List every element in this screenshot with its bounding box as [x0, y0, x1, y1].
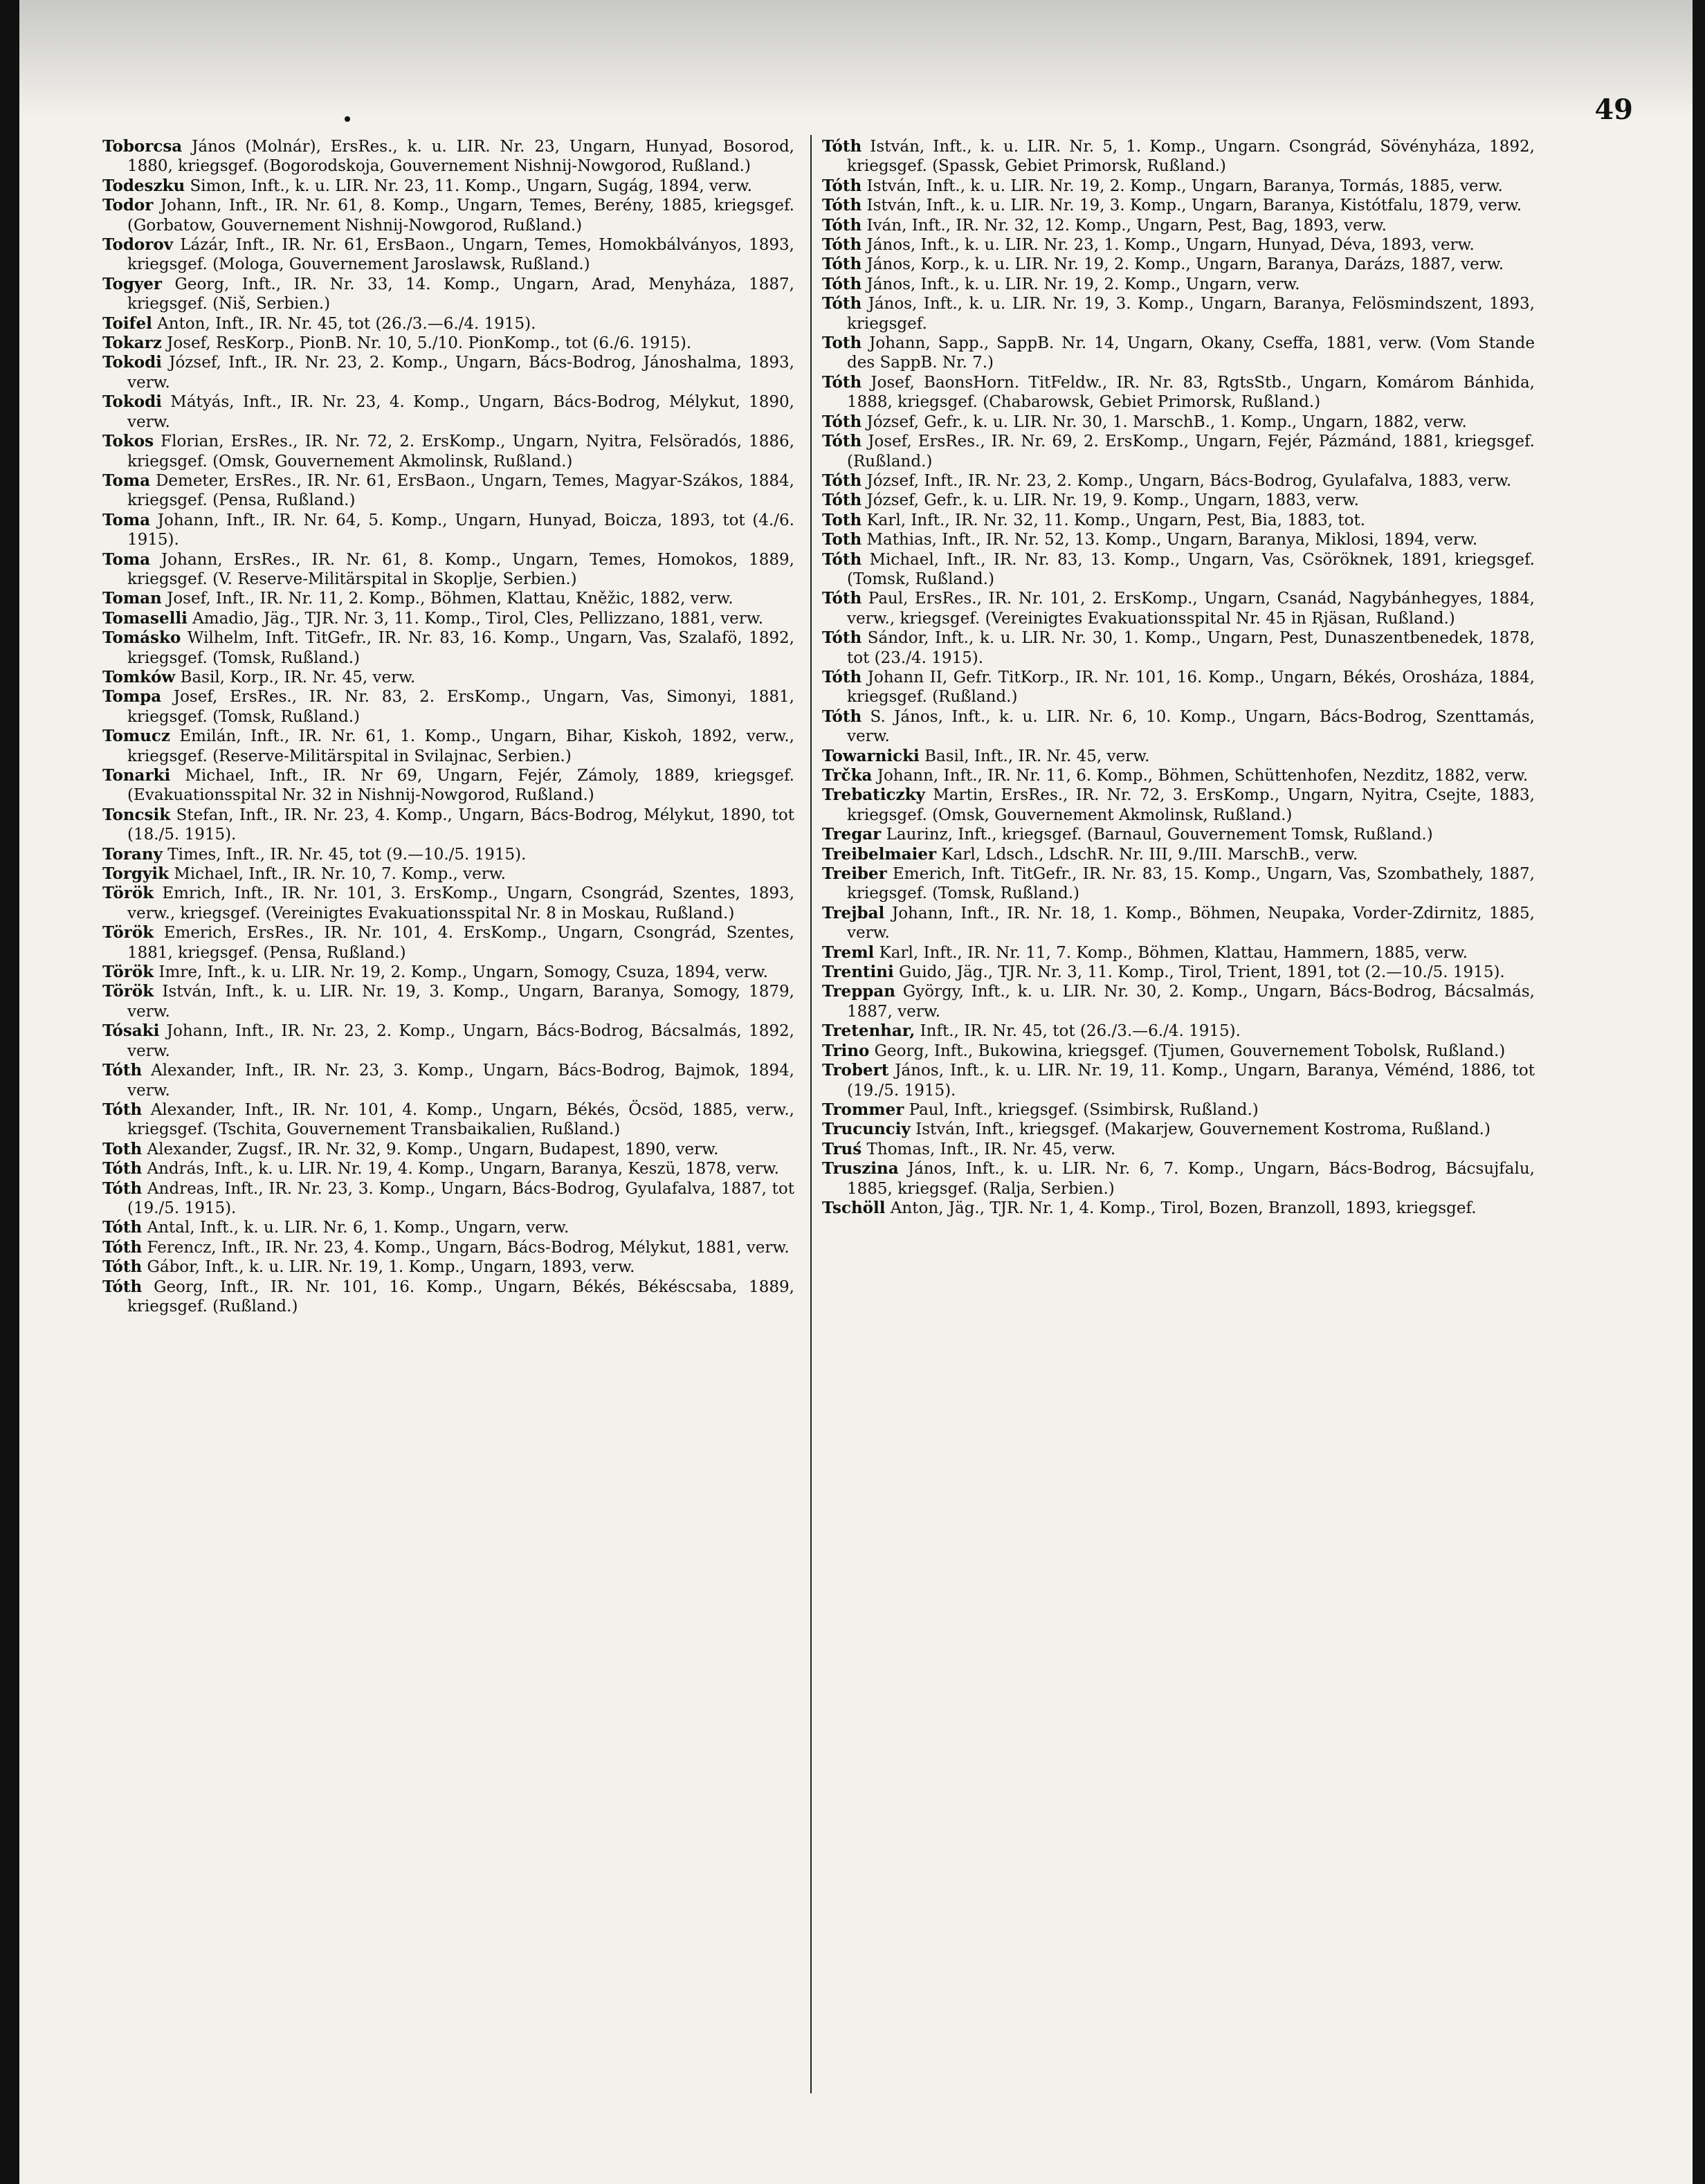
- register-entry: [822, 1061, 1535, 1100]
- register-entry: [102, 1218, 794, 1237]
- entry-details: Johann, ErsRes., IR. Nr. 61, 8. Komp., Ungarn, Temes, Homokos, 1889, kriegsgef. (V. Reserve-Militärspital in Skoplje, Serbien.): [127, 550, 794, 588]
- register-entry: [822, 668, 1535, 707]
- entry-details: S. János, Inft., k. u. LIR. Nr. 6, 10. Komp., Ungarn, Bács-Bodrog, Szenttamás, verw.: [847, 707, 1535, 746]
- entry-details: György, Inft., k. u. LIR. Nr. 30, 2. Komp., Ungarn, Bács-Bodrog, Bácsalmás, 1887, verw.: [847, 983, 1535, 1021]
- entry-details: János, Inft., k. u. LIR. Nr. 19, 3. Komp., Ungarn, Baranya, Felösmindszent, 1893, kriegsgef.: [847, 295, 1535, 333]
- entry-details: Michael, Inft., IR. Nr 69, Ungarn, Fejér, Zámoly, 1889, kriegsgef. (Evakuationsspital Nr. 32 in Nishnij-Nowgorod, Rußland.): [127, 767, 794, 805]
- entry-surname: Toth: [102, 1139, 143, 1158]
- entry-details: Times, Inft., IR. Nr. 45, tot (9.—10./5. 1915).: [162, 845, 527, 864]
- register-entry: [822, 982, 1535, 1021]
- entry-details: Guido, Jäg., TJR. Nr. 3, 11. Komp., Tirol, Trient, 1891, tot (2.—10./5. 1915).: [893, 963, 1505, 982]
- register-entry: [822, 628, 1535, 668]
- entry-details: Ferencz, Inft., IR. Nr. 23, 4. Komp., Ungarn, Bács-Bodrog, Mélykut, 1881, verw.: [142, 1238, 790, 1257]
- register-entry: [102, 1159, 794, 1179]
- entry-surname: Trebaticzky: [822, 785, 925, 805]
- entry-details: Thomas, Inft., IR. Nr. 45, verw.: [861, 1140, 1116, 1158]
- register-entry: [102, 550, 794, 590]
- register-entry: [822, 255, 1535, 274]
- register-entry: [102, 196, 794, 235]
- entry-surname: Todorov: [102, 235, 174, 255]
- entry-details: Mathias, Inft., IR. Nr. 52, 13. Komp., Ungarn, Baranya, Miklosi, 1894, verw.: [861, 531, 1478, 549]
- register-entry: [102, 275, 794, 314]
- register-entry: [822, 845, 1535, 864]
- register-entry: [822, 550, 1535, 590]
- entry-surname: Tóth: [102, 1218, 143, 1237]
- entry-surname: Tóth: [102, 1179, 143, 1198]
- register-entry: [102, 176, 794, 196]
- right-column: [822, 137, 1535, 1218]
- register-entry: [102, 235, 794, 275]
- ink-mark: [345, 116, 350, 122]
- entry-surname: Tretenhar,: [822, 1021, 915, 1041]
- register-entry: [822, 334, 1535, 373]
- entry-details: Mátyás, Inft., IR. Nr. 23, 4. Komp., Ungarn, Bács-Bodrog, Mélykut, 1890, verw.: [127, 393, 794, 431]
- entry-details: Iván, Inft., IR. Nr. 32, 12. Komp., Ungarn, Pest, Bag, 1893, verw.: [861, 216, 1387, 235]
- entry-surname: Tóth: [822, 471, 862, 490]
- entry-details: Stefan, Inft., IR. Nr. 23, 4. Komp., Ungarn, Bács-Bodrog, Mélykut, 1890, tot (18./5. 1915).: [127, 806, 794, 844]
- register-entry: [822, 864, 1535, 904]
- entry-details: Karl, Inft., IR. Nr. 32, 11. Komp., Ungarn, Pest, Bia, 1883, tot.: [861, 511, 1366, 529]
- entry-details: Karl, Ldsch., LdschR. Nr. III, 9./III. MarschB., verw.: [936, 845, 1358, 864]
- entry-surname: Tóth: [822, 274, 862, 293]
- entry-surname: Toth: [822, 510, 862, 529]
- entry-details: Johann, Inft., IR. Nr. 64, 5. Komp., Ungarn, Hunyad, Boicza, 1893, tot (4./6. 1915).: [127, 511, 794, 549]
- entry-surname: Tóth: [822, 196, 862, 215]
- register-entry: [822, 432, 1535, 471]
- register-entry: [102, 511, 794, 550]
- entry-details: Karl, Inft., IR. Nr. 11, 7. Komp., Böhmen, Klattau, Hammern, 1885, verw.: [874, 943, 1468, 962]
- column-divider: [810, 135, 812, 2093]
- register-entry: [822, 943, 1535, 963]
- entry-details: Paul, Inft., kriegsgef. (Ssimbirsk, Rußland.): [904, 1100, 1259, 1119]
- entry-surname: Toman: [102, 589, 162, 608]
- register-entry: [102, 628, 794, 668]
- entry-details: József, Inft., IR. Nr. 23, 2. Komp., Ungarn, Bács-Bodrog, Jánoshalma, 1893, verw.: [127, 354, 794, 392]
- register-entry: [102, 845, 794, 864]
- entry-details: István, Inft., k. u. LIR. Nr. 19, 3. Komp., Ungarn, Baranya, Somogy, 1879, verw.: [127, 983, 794, 1021]
- register-entry: [822, 373, 1535, 412]
- page-number: 49: [1594, 93, 1633, 126]
- entry-details: János, Inft., k. u. LIR. Nr. 19, 11. Komp., Ungarn, Baranya, Véménd, 1886, tot (19./5. 1915).: [847, 1062, 1535, 1100]
- scanned-page: [19, 0, 1693, 2184]
- entry-details: Josef, ResKorp., PionB. Nr. 10, 5./10. PionKomp., tot (6./6. 1915).: [161, 334, 692, 353]
- register-entry: [102, 471, 794, 511]
- entry-surname: Török: [102, 963, 154, 982]
- entry-details: János, Inft., k. u. LIR. Nr. 6, 7. Komp., Ungarn, Bács-Bodrog, Bácsujfalu, 1885, kriegsgef. (Ralja, Serbien.): [847, 1160, 1535, 1198]
- entry-surname: Toth: [822, 334, 862, 353]
- entry-details: Alexander, Inft., IR. Nr. 23, 3. Komp., Ungarn, Bács-Bodrog, Bajmok, 1894, verw.: [127, 1062, 794, 1100]
- entry-details: Emrich, Inft., IR. Nr. 101, 3. ErsKomp., Ungarn, Csongrád, Szentes, 1893, verw., kriegsgef. (Vereinigtes Evakuationsspital Nr. 8 in Moskau, Rußland.): [127, 884, 794, 922]
- entry-details: István, Inft., k. u. LIR. Nr. 19, 3. Komp., Ungarn, Baranya, Kistótfalu, 1879, verw.: [861, 197, 1522, 215]
- entry-surname: Trčka: [822, 766, 873, 785]
- entry-details: József, Inft., IR. Nr. 23, 2. Komp., Ungarn, Bács-Bodrog, Gyulafalva, 1883, verw.: [861, 471, 1512, 490]
- entry-surname: Tompa: [102, 687, 162, 707]
- entry-details: József, Gefr., k. u. LIR. Nr. 19, 9. Komp., Ungarn, 1883, verw.: [861, 491, 1359, 510]
- entry-surname: Tóth: [822, 491, 862, 510]
- scan-shadow: [19, 0, 1693, 118]
- register-entry: [102, 392, 794, 432]
- entry-surname: Tóth: [822, 667, 862, 686]
- entry-details: Inft., IR. Nr. 45, tot (26./3.—6./4. 1915).: [915, 1022, 1241, 1041]
- entry-surname: Tóth: [102, 1277, 143, 1296]
- entry-surname: Treml: [822, 943, 875, 962]
- entry-surname: Tokarz: [102, 334, 162, 353]
- entry-surname: Tomaselli: [102, 608, 188, 628]
- entry-surname: Tonarki: [102, 766, 171, 785]
- register-entry: [102, 353, 794, 392]
- register-entry: [102, 687, 794, 727]
- register-entry: [822, 825, 1535, 844]
- entry-surname: Toma: [102, 549, 151, 569]
- entry-details: János (Molnár), ErsRes., k. u. LIR. Nr. 23, Ungarn, Hunyad, Bosorod, 1880, kriegsgef. (Bogorodskoja, Gouvernement Nishnij-Nowgorod, Rußland.): [127, 138, 794, 176]
- register-entry: [102, 864, 794, 884]
- register-entry: [822, 785, 1535, 825]
- entry-details: Lázár, Inft., IR. Nr. 61, ErsBaon., Ungarn, Temes, Homokbálványos, 1893, kriegsgef. (Mologa, Gouvernement Jaroslawsk, Rußland.): [127, 236, 794, 274]
- register-entry: [102, 1061, 794, 1100]
- register-entry: [102, 1179, 794, 1219]
- entry-details: Basil, Inft., IR. Nr. 45, verw.: [919, 747, 1150, 765]
- entry-surname: Trino: [822, 1041, 870, 1060]
- register-entry: [822, 530, 1535, 549]
- entry-surname: Tóth: [822, 549, 862, 569]
- entry-details: Georg, Inft., IR. Nr. 101, 16. Komp., Ungarn, Békés, Békéscsaba, 1889, kriegsgef. (Rußland.): [127, 1277, 794, 1316]
- entry-details: Josef, Inft., IR. Nr. 11, 2. Komp., Böhmen, Klattau, Kněžic, 1882, verw.: [161, 590, 733, 608]
- entry-details: János, Korp., k. u. LIR. Nr. 19, 2. Komp., Ungarn, Baranya, Darázs, 1887, verw.: [861, 255, 1504, 274]
- entry-details: Alexander, Inft., IR. Nr. 101, 4. Komp., Ungarn, Békés, Öcsöd, 1885, verw., kriegsgef. (Tschita, Gouvernement Transbaikalien, Rußland.): [127, 1100, 794, 1139]
- entry-details: Laurinz, Inft., kriegsgef. (Barnaul, Gouvernement Tomsk, Rußland.): [881, 826, 1433, 844]
- entry-surname: Toifel: [102, 313, 152, 333]
- entry-details: Demeter, ErsRes., IR. Nr. 61, ErsBaon., Ungarn, Temes, Magyar-Szákos, 1884, kriegsgef. (Pensa, Rußland.): [127, 471, 794, 510]
- left-column: [102, 137, 794, 1316]
- entry-surname: Toma: [102, 510, 151, 529]
- register-entry: [822, 1100, 1535, 1120]
- entry-surname: Trejbal: [822, 903, 885, 922]
- entry-surname: Tóth: [102, 1159, 143, 1179]
- entry-surname: Tóth: [822, 707, 862, 726]
- register-entry: [102, 1277, 794, 1317]
- entry-details: Josef, ErsRes., IR. Nr. 69, 2. ErsKomp., Ungarn, Fejér, Pázmánd, 1881, kriegsgef. (Rußland.): [847, 433, 1535, 471]
- register-entry: [102, 963, 794, 982]
- entry-surname: Tóth: [822, 235, 862, 255]
- register-entry: [102, 1238, 794, 1257]
- entry-surname: Tóth: [822, 294, 862, 313]
- entry-details: János, Inft., k. u. LIR. Nr. 19, 2. Komp., Ungarn, verw.: [861, 275, 1300, 293]
- register-entry: [822, 511, 1535, 530]
- entry-surname: Tóth: [822, 628, 862, 648]
- register-entry: [102, 806, 794, 845]
- register-entry: [102, 609, 794, 628]
- entry-details: István, Inft., k. u. LIR. Nr. 5, 1. Komp., Ungarn. Csongrád, Sövényháza, 1892, kriegsgef. (Spassk, Gebiet Primorsk, Rußland.): [847, 138, 1535, 176]
- entry-surname: Trobert: [822, 1061, 889, 1080]
- entry-surname: Toncsik: [102, 805, 171, 824]
- entry-details: István, Inft., k. u. LIR. Nr. 19, 2. Komp., Ungarn, Baranya, Tormás, 1885, verw.: [861, 176, 1503, 195]
- entry-surname: Todeszku: [102, 176, 185, 195]
- register-entry: [102, 923, 794, 963]
- register-entry: [822, 747, 1535, 766]
- entry-surname: Tomucz: [102, 727, 170, 746]
- register-entry: [102, 1100, 794, 1140]
- entry-details: Florian, ErsRes., IR. Nr. 72, 2. ErsKomp., Ungarn, Nyitra, Felsöradós, 1886, kriegsgef. (Omsk, Gouvernement Akmolinsk, Rußland.): [127, 433, 794, 471]
- entry-surname: Tóth: [822, 215, 862, 235]
- entry-details: Sándor, Inft., k. u. LIR. Nr. 30, 1. Komp., Ungarn, Pest, Dunaszentbenedek, 1878, tot (23./4. 1915).: [847, 629, 1535, 667]
- entry-details: Wilhelm, Inft. TitGefr., IR. Nr. 83, 16. Komp., Ungarn, Vas, Szalafö, 1892, kriegsgef. (Tomsk, Rußland.): [127, 629, 794, 667]
- entry-surname: Tschöll: [822, 1198, 886, 1217]
- entry-details: Anton, Jäg., TJR. Nr. 1, 4. Komp., Tirol, Bozen, Branzoll, 1893, kriegsgef.: [885, 1199, 1477, 1217]
- entry-details: Gábor, Inft., k. u. LIR. Nr. 19, 1. Komp., Ungarn, 1893, verw.: [142, 1258, 635, 1277]
- entry-surname: Tóth: [822, 372, 862, 392]
- register-entry: [102, 668, 794, 687]
- register-entry: [102, 1021, 794, 1061]
- entry-surname: Toborcsa: [102, 137, 183, 156]
- entry-surname: Tóth: [822, 589, 862, 608]
- register-entry: [102, 982, 794, 1021]
- entry-details: Johann II, Gefr. TitKorp., IR. Nr. 101, 16. Komp., Ungarn, Békés, Orosháza, 1884, kriegsgef. (Rußland.): [847, 668, 1535, 707]
- entry-surname: Tóth: [822, 255, 862, 274]
- entry-surname: Truś: [822, 1139, 862, 1158]
- entry-details: Johann, Inft., IR. Nr. 61, 8. Komp., Ungarn, Temes, Berény, 1885, kriegsgef. (Gorbatow, Gouvernement Nishnij-Nowgorod, Rußland.): [127, 197, 794, 235]
- register-entry: [102, 334, 794, 353]
- entry-surname: Truszina: [822, 1159, 899, 1179]
- entry-surname: Török: [102, 884, 154, 903]
- entry-surname: Trommer: [822, 1100, 904, 1119]
- register-entry: [822, 904, 1535, 943]
- entry-surname: Towarnicki: [822, 746, 920, 765]
- entry-details: Basil, Korp., IR. Nr. 45, verw.: [175, 668, 416, 686]
- entry-surname: Tokos: [102, 432, 154, 451]
- register-entry: [822, 491, 1535, 510]
- entry-surname: Tóth: [102, 1237, 143, 1257]
- register-entry: [822, 471, 1535, 491]
- register-entry: [102, 589, 794, 608]
- register-entry: [822, 589, 1535, 628]
- entry-details: Josef, BaonsHorn. TitFeldw., IR. Nr. 83, RgtsStb., Ungarn, Komárom Bánhida, 1888, kriegsgef. (Chabarowsk, Gebiet Primorsk, Rußland.): [847, 373, 1535, 412]
- entry-surname: Tósaki: [102, 1021, 160, 1041]
- entry-details: Johann, Inft., IR. Nr. 11, 6. Komp., Böhmen, Schüttenhofen, Nezditz, 1882, verw.: [872, 767, 1529, 785]
- entry-surname: Tóth: [102, 1061, 143, 1080]
- entry-details: Antal, Inft., k. u. LIR. Nr. 6, 1. Komp., Ungarn, verw.: [142, 1219, 569, 1237]
- entry-surname: Toma: [102, 471, 151, 490]
- entry-surname: Tomásko: [102, 628, 181, 648]
- entry-details: Michael, Inft., IR. Nr. 10, 7. Komp., verw.: [169, 865, 506, 884]
- entry-surname: Tomków: [102, 667, 176, 686]
- entry-surname: Todor: [102, 196, 154, 215]
- entry-details: Johann, Sapp., SappB. Nr. 14, Ungarn, Okany, Cseffa, 1881, verw. (Vom Stande des SappB. Nr. 7.): [847, 334, 1535, 372]
- entry-surname: Tóth: [102, 1257, 143, 1277]
- entry-details: Andreas, Inft., IR. Nr. 23, 3. Komp., Ungarn, Bács-Bodrog, Gyulafalva, 1887, tot (19./5. 1915).: [127, 1179, 794, 1217]
- register-entry: [822, 766, 1535, 785]
- entry-surname: Tóth: [822, 412, 862, 431]
- entry-surname: Török: [102, 923, 154, 943]
- entry-details: Georg, Inft., IR. Nr. 33, 14. Komp., Ungarn, Arad, Menyháza, 1887, kriegsgef. (Niš, Serbien.): [127, 275, 794, 313]
- entry-surname: Trentini: [822, 963, 894, 982]
- entry-details: Alexander, Zugsf., IR. Nr. 32, 9. Komp., Ungarn, Budapest, 1890, verw.: [142, 1140, 719, 1158]
- entry-surname: Treiber: [822, 864, 887, 884]
- entry-details: Johann, Inft., IR. Nr. 18, 1. Komp., Böhmen, Neupaka, Vorder-Zdirnitz, 1885, verw.: [847, 904, 1535, 943]
- register-entry: [102, 137, 794, 176]
- entry-details: Josef, ErsRes., IR. Nr. 83, 2. ErsKomp., Ungarn, Vas, Simonyi, 1881, kriegsgef. (Tomsk, Rußland.): [127, 688, 794, 726]
- register-entry: [822, 216, 1535, 235]
- entry-details: István, Inft., kriegsgef. (Makarjew, Gouvernement Kostroma, Rußland.): [910, 1120, 1490, 1139]
- entry-surname: Tokodi: [102, 353, 162, 372]
- entry-details: Johann, Inft., IR. Nr. 23, 2. Komp., Ungarn, Bács-Bodrog, Bácsalmás, 1892, verw.: [127, 1022, 794, 1060]
- entry-surname: Tregar: [822, 825, 882, 844]
- entry-surname: Treibelmaier: [822, 844, 937, 864]
- register-entry: [822, 1041, 1535, 1061]
- register-entry: [822, 1021, 1535, 1041]
- entry-details: Anton, Inft., IR. Nr. 45, tot (26./3.—6./4. 1915).: [152, 314, 536, 333]
- entry-details: József, Gefr., k. u. LIR. Nr. 30, 1. MarschB., 1. Komp., Ungarn, 1882, verw.: [861, 412, 1467, 431]
- entry-surname: Trucunciy: [822, 1120, 911, 1139]
- entry-details: Simon, Inft., k. u. LIR. Nr. 23, 11. Komp., Ungarn, Sugág, 1894, verw.: [185, 176, 752, 195]
- register-entry: [822, 137, 1535, 176]
- register-entry: [822, 1140, 1535, 1159]
- entry-details: Emilán, Inft., IR. Nr. 61, 1. Komp., Ungarn, Bihar, Kiskoh, 1892, verw., kriegsgef. (Reserve-Militärspital in Svilajnac, Serbien.): [127, 727, 794, 765]
- register-entry: [822, 1120, 1535, 1139]
- register-entry: [102, 766, 794, 806]
- entry-surname: Tóth: [102, 1100, 143, 1119]
- entry-details: Emerich, ErsRes., IR. Nr. 101, 4. ErsKomp., Ungarn, Csongrád, Szentes, 1881, kriegsgef. (Pensa, Rußland.): [127, 924, 794, 962]
- register-entry: [822, 196, 1535, 215]
- entry-surname: Tóth: [822, 137, 862, 156]
- entry-details: János, Inft., k. u. LIR. Nr. 23, 1. Komp., Ungarn, Hunyad, Déva, 1893, verw.: [861, 236, 1475, 255]
- entry-details: Amadio, Jäg., TJR. Nr. 3, 11. Komp., Tirol, Cles, Pellizzano, 1881, verw.: [187, 609, 764, 628]
- entry-surname: Togyer: [102, 274, 163, 293]
- entry-surname: Torany: [102, 844, 163, 864]
- register-entry: [822, 963, 1535, 982]
- entry-details: Michael, Inft., IR. Nr. 83, 13. Komp., Ungarn, Vas, Csöröknek, 1891, kriegsgef. (Tomsk, Rußland.): [847, 550, 1535, 588]
- register-entry: [102, 1140, 794, 1159]
- register-entry: [102, 314, 794, 334]
- entry-details: András, Inft., k. u. LIR. Nr. 19, 4. Komp., Ungarn, Baranya, Keszü, 1878, verw.: [142, 1160, 779, 1179]
- entry-surname: Torgyik: [102, 864, 170, 884]
- register-entry: [822, 235, 1535, 255]
- entry-surname: Tokodi: [102, 392, 162, 412]
- entry-surname: Török: [102, 982, 154, 1001]
- register-entry: [822, 707, 1535, 747]
- entry-surname: Tóth: [822, 176, 862, 195]
- register-entry: [822, 1199, 1535, 1218]
- entry-surname: Toth: [822, 530, 862, 549]
- register-entry: [102, 727, 794, 766]
- register-entry: [822, 275, 1535, 294]
- register-entry: [102, 884, 794, 923]
- entry-details: Imre, Inft., k. u. LIR. Nr. 19, 2. Komp., Ungarn, Somogy, Csuza, 1894, verw.: [154, 963, 768, 982]
- entry-details: Emerich, Inft. TitGefr., IR. Nr. 83, 15. Komp., Ungarn, Vas, Szombathely, 1887, kriegsgef. (Tomsk, Rußland.): [847, 865, 1535, 903]
- register-entry: [102, 1257, 794, 1277]
- register-entry: [822, 294, 1535, 334]
- register-entry: [822, 1159, 1535, 1199]
- entry-surname: Treppan: [822, 982, 895, 1001]
- register-entry: [102, 432, 794, 471]
- entry-surname: Tóth: [822, 432, 862, 451]
- register-entry: [822, 412, 1535, 432]
- entry-details: Paul, ErsRes., IR. Nr. 101, 2. ErsKomp., Ungarn, Csanád, Nagybánhegyes, 1884, verw., kriegsgef. (Vereinigtes Evakuationsspital Nr. 45 in Rjäsan, Rußland.): [847, 590, 1535, 628]
- register-entry: [822, 176, 1535, 196]
- entry-details: Martin, ErsRes., IR. Nr. 72, 3. ErsKomp., Ungarn, Nyitra, Csejte, 1883, kriegsgef. (Omsk, Gouvernement Akmolinsk, Rußland.): [847, 786, 1535, 824]
- entry-details: Georg, Inft., Bukowina, kriegsgef. (Tjumen, Gouvernement Tobolsk, Rußland.): [869, 1041, 1506, 1060]
